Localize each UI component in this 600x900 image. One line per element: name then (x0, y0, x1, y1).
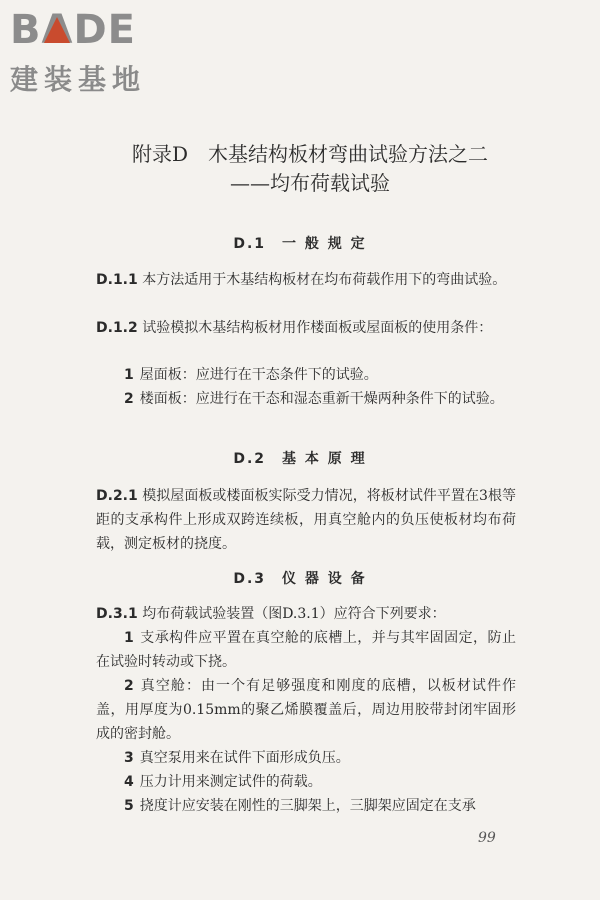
bade-logo (10, 8, 182, 100)
clause-text: 试验模拟木基结构板材用作楼面板或屋面板的使用条件： (142, 320, 493, 336)
logo-wordmark (10, 8, 182, 52)
clause-d-3-1 (96, 602, 516, 626)
clause-d-1-2-item-1 (96, 363, 516, 387)
item-text: 屋面板：应进行在干态条件下的试验。 (139, 367, 378, 383)
clause-number: D.2.1 (96, 488, 138, 504)
clause-d-3-1-item-2 (96, 674, 516, 746)
item-text: 真空舱：由一个有足够强度和刚度的底槽，以板材试件作盖，用厚度为0.15mm的聚乙烯膜覆盖后，周边用胶带封闭牢固形成的密封舱。 (96, 678, 516, 742)
logo-subtitle: 建装基地 (10, 63, 147, 96)
item-number: 3 (124, 750, 134, 766)
clause-number: D.3.1 (96, 606, 138, 622)
clause-text: 模拟屋面板或楼面板实际受力情况，将板材试件平置在3根等距的支承构件上形成双跨连续板，用真空舱内的负压使板材均布荷载，测定板材的挠度。 (96, 488, 516, 552)
clause-text: 本方法适用于木基结构板材在均布荷载作用下的弯曲试验。 (142, 272, 507, 288)
item-number: 5 (124, 798, 134, 814)
item-text: 支承构件应平置在真空舱的底槽上，并与其牢固固定，防止在试验时转动或下挠。 (96, 630, 516, 670)
item-number: 2 (124, 678, 134, 694)
clause-d-2-1 (96, 484, 516, 556)
page-number: 99 (478, 830, 496, 846)
item-number: 4 (124, 774, 134, 790)
clause-d-1-2-item-2 (96, 387, 516, 411)
clause-d-1-1 (96, 268, 516, 292)
section-heading-d2: D.2 基 本 原 理 (233, 451, 367, 467)
clause-d-3-1-item-3 (96, 746, 516, 770)
section-heading-d1: D.1 一 般 规 定 (233, 236, 367, 252)
clause-d-1-2 (96, 316, 516, 340)
title-line-2: ——均布荷载试验 (230, 171, 390, 195)
clause-d-3-1-item-1 (96, 626, 516, 674)
item-text: 楼面板：应进行在干态和湿态重新干燥两种条件下的试验。 (139, 391, 504, 407)
item-number: 2 (124, 391, 134, 407)
appendix-title (0, 140, 600, 198)
clause-number: D.1.1 (96, 272, 138, 288)
section-heading-d3: D.3 仪 器 设 备 (233, 571, 367, 587)
item-number: 1 (124, 367, 134, 383)
item-text: 真空泵用来在试件下面形成负压。 (139, 750, 350, 766)
item-text: 挠度计应安装在刚性的三脚架上，三脚架应固定在支承 (139, 798, 476, 814)
title-line-1: 附录D 木基结构板材弯曲试验方法之二 (131, 142, 489, 166)
logo-triangle-icon (44, 17, 70, 43)
clause-d-3-1-item-4 (96, 770, 516, 794)
clause-number: D.1.2 (96, 320, 138, 336)
logo-brand-text: BADE (10, 7, 136, 53)
clause-text: 均布荷载试验装置（图D.3.1）应符合下列要求： (142, 606, 446, 622)
item-number: 1 (124, 630, 134, 646)
item-text: 压力计用来测定试件的荷载。 (139, 774, 322, 790)
clause-d-3-1-item-5 (96, 794, 516, 818)
